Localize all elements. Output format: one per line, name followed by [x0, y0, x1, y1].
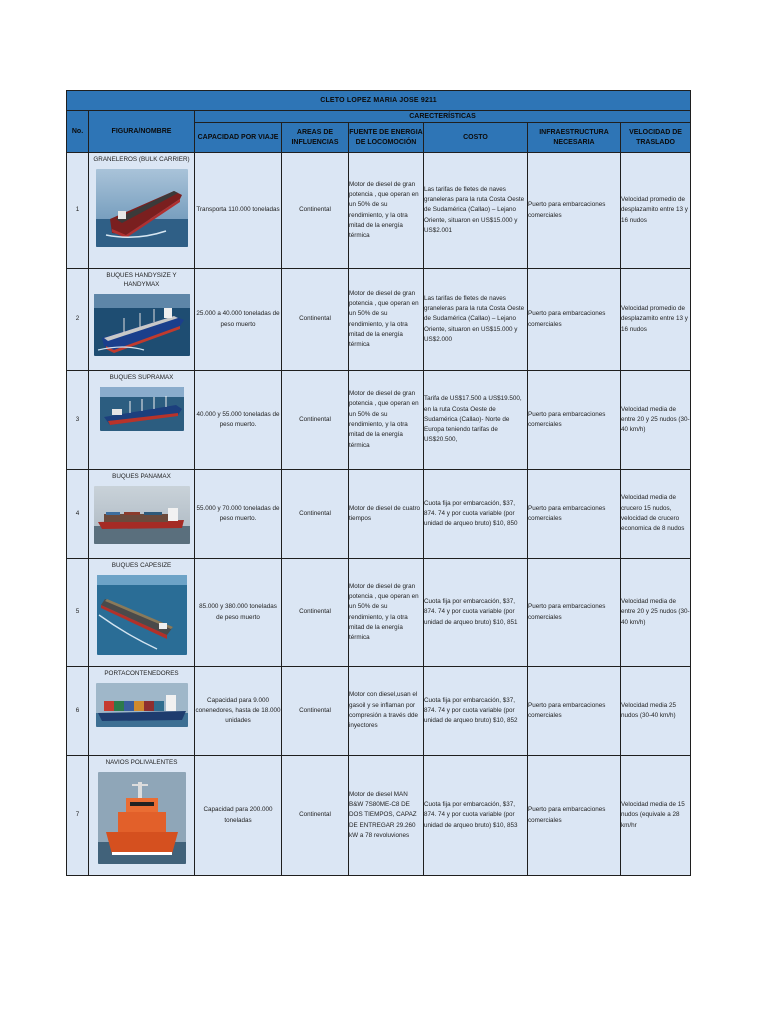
ship-name: PORTACONTENEDORES [104, 670, 179, 677]
supramax-ship-photo [100, 387, 184, 431]
ship-name: BUQUES HANDYSIZE Y HANDYMAX [106, 272, 177, 288]
velocidad-cell: Velocidad media de crucero 15 nudos, velocidad de crucero economica de 8 nudos [621, 470, 691, 559]
table-row [67, 667, 691, 756]
row-number: 5 [67, 559, 89, 667]
panamax-ship-photo [94, 486, 190, 544]
col-header-capacidad: CAPACIDAD POR VIAJE [195, 123, 282, 153]
row-figure [89, 756, 195, 876]
row-figure [89, 667, 195, 756]
infra-cell: Puerto para embarcaciones comerciales [528, 667, 621, 756]
areas-cell: Continental [282, 667, 349, 756]
infra-cell: Puerto para embarcaciones comerciales [528, 153, 621, 269]
table-row [67, 756, 691, 876]
infra-cell: Puerto para embarcaciones comerciales [528, 559, 621, 667]
ship-name: BUQUES SUPRAMAX [109, 374, 174, 381]
fuente-cell: Motor de diesel de gran potencia , que operan en un 50% de su rendimiento, y la otra mitad de la energía térmica [349, 559, 424, 667]
infra-cell: Puerto para embarcaciones comerciales [528, 371, 621, 470]
capesize-ship-photo [97, 575, 187, 655]
table-row [67, 371, 691, 470]
col-header-velocidad: VELOCIDAD DE TRASLADO [621, 123, 691, 153]
row-figure [89, 269, 195, 371]
areas-cell: Continental [282, 470, 349, 559]
col-header-infra: INFRAESTRUCTURA NECESARIA [528, 123, 621, 153]
table-row [67, 559, 691, 667]
costo-cell: Las tarifas de fletes de naves graneleras para la ruta Costa Oeste de Sudamérica (Callao) – Lejano Oriente, situaron en US$15.000 y US$2.000 [424, 269, 528, 371]
fuente-cell: Motor de diesel MAN B&W 7S80ME-C8 DE DOS TIEMPOS, CAPAZ DE ENTREGAR 29.260 kW a 78 revoluviones [349, 756, 424, 876]
fuente-cell: Motor con diesel,usan el gasoil y se inflaman por compresión a través dde inyectores [349, 667, 424, 756]
fuente-cell: Motor de diesel de gran potencia , que operan en un 50% de su rendimiento, y la otra mitad de la energía térmica [349, 153, 424, 269]
areas-cell: Continental [282, 559, 349, 667]
infra-cell: Puerto para embarcaciones comerciales [528, 470, 621, 559]
row-figure [89, 371, 195, 470]
costo-cell: Cuota fija por embarcación, $37, 874. 74 y por cuota variable (por unidad de arqueo bruto) $10, 853 [424, 756, 528, 876]
row-number: 1 [67, 153, 89, 269]
costo-cell: Cuota fija por embarcación, $37, 874. 74 y por cuota variable (por unidad de arqueo bruto) $10, 850 [424, 470, 528, 559]
velocidad-cell: Velocidad media de entre 20 y 25 nudos (30-40 km/h) [621, 559, 691, 667]
bulk-carrier-ship-photo [96, 169, 188, 247]
velocidad-cell: Velocidad media de entre 20 y 25 nudos (30-40 km/h) [621, 371, 691, 470]
velocidad-cell: Velocidad promedio de desplazamito entre 13 y 16 nudos [621, 269, 691, 371]
velocidad-cell: Velocidad media de 15 nudos (equivale a 28 km/hr [621, 756, 691, 876]
velocidad-cell: Velocidad media 25 nudos (30-40 km/h) [621, 667, 691, 756]
fuente-cell: Motor de diesel de gran potencia , que operan en un 50% de su rendimiento, y la otra mitad de la energía térmica [349, 269, 424, 371]
infra-cell: Puerto para embarcaciones comerciales [528, 269, 621, 371]
areas-cell: Continental [282, 756, 349, 876]
areas-cell: Continental [282, 153, 349, 269]
ship-comparison-table [66, 90, 691, 876]
capacidad-cell: Transporta 110.000 toneladas [195, 153, 282, 269]
areas-cell: Continental [282, 269, 349, 371]
table-title: CLETO LOPEZ MARIA JOSE 9211 [67, 91, 691, 111]
velocidad-cell: Velocidad promedio de desplazamito entre 13 y 16 nudos [621, 153, 691, 269]
capacidad-cell: 55.000 y 70.000 toneladas de peso muerto. [195, 470, 282, 559]
capacidad-cell: 25.000 a 40.000 toneladas de peso muerto [195, 269, 282, 371]
costo-cell: Tarifa de US$17.500 a US$19.500, en la ruta Costa Oeste de Sudamérica (Callao)- Norte de Europa teniendo tarifas de US$20.500, [424, 371, 528, 470]
row-figure [89, 153, 195, 269]
col-group-caracteristicas: CARECTERÍSTICAS [195, 111, 691, 123]
row-number: 7 [67, 756, 89, 876]
ship-name: GRANELEROS (BULK CARRIER) [93, 156, 190, 163]
row-number: 2 [67, 269, 89, 371]
infra-cell: Puerto para embarcaciones comerciales [528, 756, 621, 876]
row-number: 3 [67, 371, 89, 470]
row-figure [89, 470, 195, 559]
row-number: 6 [67, 667, 89, 756]
multipurpose-vessel-photo [98, 772, 186, 864]
capacidad-cell: Capacidad para 200.000 toneladas [195, 756, 282, 876]
costo-cell: Cuota fija por embarcación, $37, 874. 74 y por cuota variable (por unidad de arqueo bruto) $10, 851 [424, 559, 528, 667]
ship-name: BUQUES PANAMAX [112, 473, 171, 480]
container-ship-photo [96, 683, 188, 727]
table-row [67, 153, 691, 269]
row-figure [89, 559, 195, 667]
col-header-costo: COSTO [424, 123, 528, 153]
areas-cell: Continental [282, 371, 349, 470]
col-header-areas: AREAS DE INFLUENCIAS [282, 123, 349, 153]
table-row [67, 269, 691, 371]
ship-name: NAVIOS POLIVALENTES [105, 759, 178, 766]
col-header-figura: FIGURA/NOMBRE [89, 111, 195, 153]
table-row [67, 470, 691, 559]
costo-cell: Cuota fija por embarcación, $37, 874. 74 y por cuota variable (por unidad de arqueo bruto) $10, 852 [424, 667, 528, 756]
capacidad-cell: 40.000 y 55.000 toneladas de peso muerto. [195, 371, 282, 470]
row-number: 4 [67, 470, 89, 559]
capacidad-cell: 85.000 y 380.000 toneladas de peso muerto [195, 559, 282, 667]
col-header-fuente: FUENTE DE ENERGIA DE LOCOMOCIÓN [349, 123, 424, 153]
capacidad-cell: Capacidad para 9.000 conenedores, hasta de 18.000 unidades [195, 667, 282, 756]
col-header-no: No. [67, 111, 89, 153]
fuente-cell: Motor de diesel de gran potencia , que operan en un 50% de su rendimiento, y la otra mitad de la energía térmica [349, 371, 424, 470]
ship-name: BUQUES CAPESIZE [111, 562, 172, 569]
handysize-ship-photo [94, 294, 190, 356]
costo-cell: Las tarifas de fletes de naves graneleras para la ruta Costa Oeste de Sudamérica (Callao) – Lejano Oriente, situaron en US$15.000 y US$2.001 [424, 153, 528, 269]
fuente-cell: Motor de diesel de cuatro tiempos [349, 470, 424, 559]
